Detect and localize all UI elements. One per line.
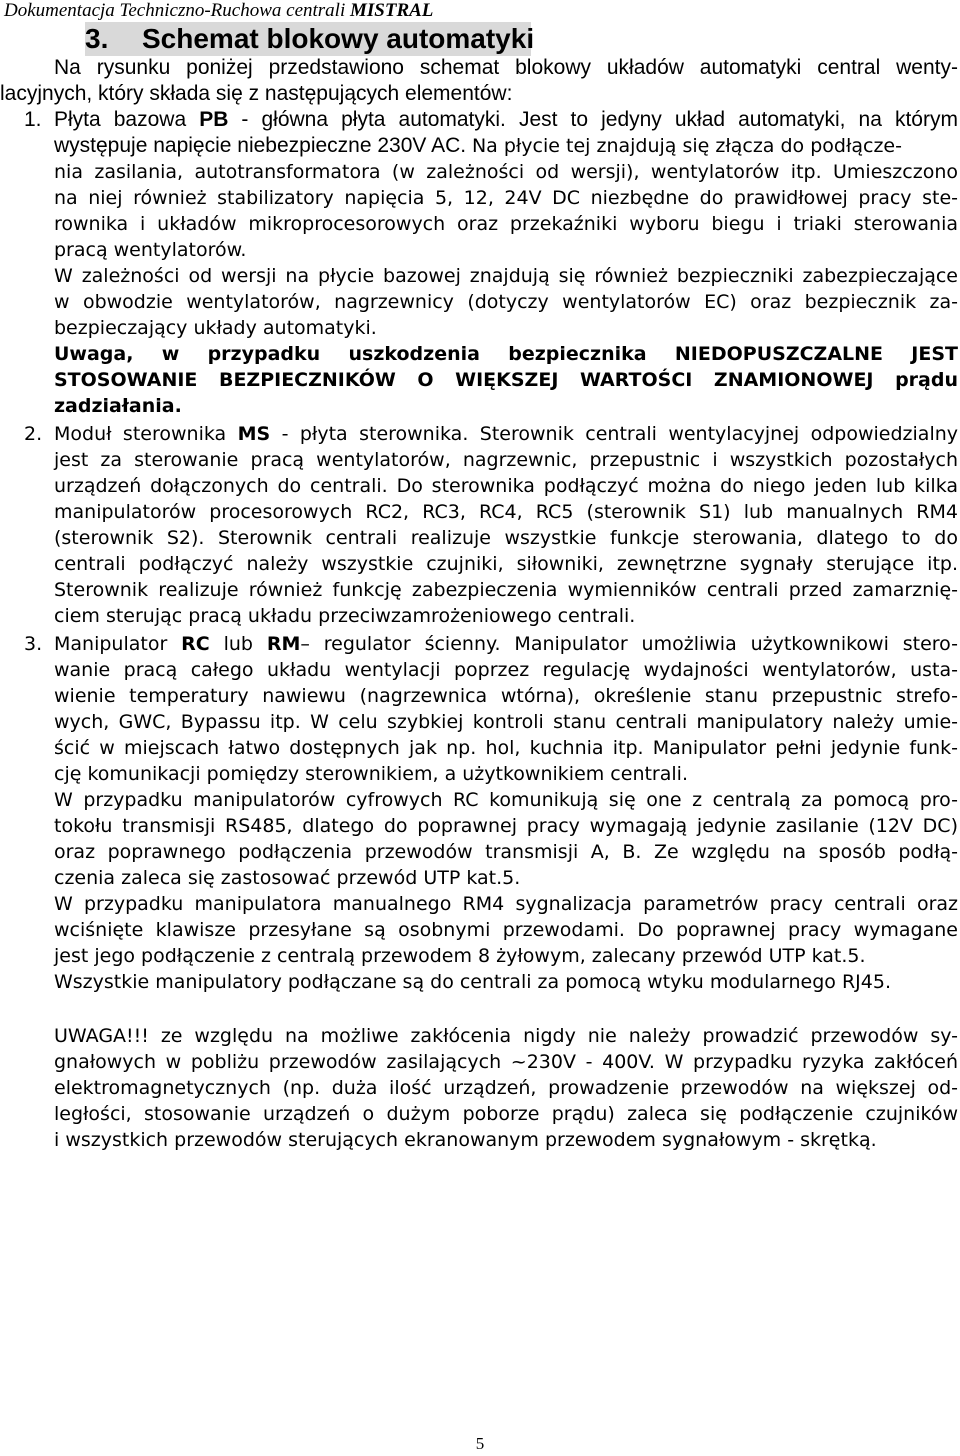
code-ms: MS <box>237 423 271 445</box>
item-1-line-7: W zależności od wersji na płycie bazowej znajdują się również bezpieczniki zabezpieczające <box>54 265 958 287</box>
general-warning-line-4: ległości, stosowanie urządzeń o dużym poborze prądu) zaleca się podłączenie czujników <box>54 1103 958 1125</box>
item-3-line-13: jest jego podłączenie z centralą przewodem 8 żyłowym, zalecany przewód UTP kat.5. <box>54 945 866 967</box>
header-text: Dokumentacja Techniczno-Ruchowa centrali <box>4 0 350 21</box>
general-warning-line-2: gnałowych w pobliżu przewodów zasilających ~230V - 400V. W przypadku ryzyka zakłóceń <box>54 1051 958 1073</box>
item-1-number: 1. <box>24 108 42 131</box>
item-3-line-6: cję komunikacji pomiędzy sterownikiem, a użytkownikiem centrali. <box>54 763 688 785</box>
item-2-line-2: jest za sterowanie pracą wentylatorów, nagrzewnic, przepustnic i wszystkich pozostałych <box>54 449 958 471</box>
item-2-line-8: ciem sterując pracą układu przeciwzamrożeniowego centrali. <box>54 605 636 627</box>
general-warning-line-3: elektromagnetycznych (np. duża ilość urządzeń, prowadzenie przewodów na większej od- <box>54 1077 958 1099</box>
section-title: Schemat blokowy automatyki <box>142 23 535 54</box>
intro-line-1: Na rysunku poniżej przedstawiono schemat blokowy układów automatyki central wenty- <box>54 56 958 79</box>
item-3-line-3: wienie temperatury nawiewu (nagrzewnica wtórna), określenie stanu przepustnic strefo- <box>54 685 958 707</box>
page-number: 5 <box>475 1434 485 1453</box>
item-2-line-3: urządzeń dołączonych do centrali. Do sterownika podłączyć można do niego jeden lub kilka <box>54 475 958 497</box>
item-3-number: 3. <box>24 633 43 655</box>
general-warning-line-1: UWAGA!!! ze względu na możliwe zakłócenia nigdy nie należy prowadzić przewodów sy- <box>54 1025 958 1047</box>
fuse-warning-line-1: Uwaga, w przypadku uszkodzenia bezpiecznika NIEDOPUSZCZALNE JEST <box>54 343 958 365</box>
code-rm: RM <box>266 633 301 655</box>
item-2-line-5: (sterownik S2). Sterownik centrali realizuje wszystkie funkcje sterowania, dlatego to do <box>54 527 958 549</box>
general-warning-line-5: i wszystkich przewodów sterujących ekranowanym przewodem sygnałowym - skrętką. <box>54 1129 877 1151</box>
item-1-line-9: bezpieczający układy automatyki. <box>54 317 377 339</box>
header-brand: MISTRAL <box>349 0 434 21</box>
item-1-line-1: Płyta bazowa PB - główna płyta automatyki. Jest to jedyny układ automatyki, na którym <box>54 108 958 131</box>
item-1-line-5: rownika i układów mikroprocesorowych oraz przekaźniki wyboru biegu i triaki sterowania <box>54 213 958 235</box>
item-3-line-5: ścić w miejscach łatwo dostępnych jak np. hol, kuchnia itp. Manipulator pełni jedynie funk- <box>54 737 958 759</box>
item-3-line-2: wanie pracą całego układu wentylacji poprzez regulację wydajności wentylatorów, usta- <box>54 659 958 681</box>
item-3-line-12: wciśnięte klawisze przesyłane są osobnymi przewodami. Do poprawnej pracy wymagane <box>54 919 958 941</box>
code-pb: PB <box>199 108 229 131</box>
item-1-line-8: w obwodzie wentylatorów, nagrzewnicy (dotyczy wentylatorów EC) oraz bezpiecznik za- <box>54 291 958 313</box>
item-3-line-10: czenia zaleca się zastosować przewód UTP kat.5. <box>54 867 521 889</box>
item-2-line-6: centrali podłączyć należy wszystkie czujniki, siłowniki, zewnętrzne sygnały sterujące itp. <box>54 553 958 575</box>
item-2-line-1: Moduł sterownika MS - płyta sterownika. Sterownik centrali wentylacyjnej odpowiedzialny <box>54 423 959 445</box>
item-3-line-7: W przypadku manipulatorów cyfrowych RC komunikują się one z centralą za pomocą pro- <box>54 789 958 811</box>
page-header <box>4 0 433 22</box>
item-3-line-8: tokołu transmisji RS485, dlatego do poprawnej pracy wymagają jedynie zasilanie (12V DC) <box>54 815 958 837</box>
item-2-number: 2. <box>24 423 43 445</box>
item-3-line-11: W przypadku manipulatora manualnego RM4 sygnalizacja parametrów pracy centrali oraz <box>54 893 958 915</box>
code-rc: RC <box>181 633 210 655</box>
fuse-warning-line-2: STOSOWANIE BEZPIECZNIKÓW O WIĘKSZEJ WARTOŚCI ZNAMIONOWEJ prądu <box>54 369 958 391</box>
section-number: 3. <box>85 23 109 54</box>
item-3-line-14: Wszystkie manipulatory podłączane są do centrali za pomocą wtyku modularnego RJ45. <box>54 971 891 993</box>
intro-line-2: lacyjnych, który składa się z następujących elementów: <box>0 82 513 105</box>
item-2-line-4: manipulatorów procesorowych RC2, RC3, RC4, RC5 (sterownik S1) lub manualnych RM4 <box>54 501 958 523</box>
item-1-line-3: nia zasilania, autotransformatora (w zależności od wersji), wentylatorów itp. Umieszczono <box>54 161 958 183</box>
item-1-line-6: pracą wentylatorów. <box>54 239 247 261</box>
item-1-line-4: na niej również stabilizatory napięcia 5, 12, 24V DC niezbędne do prawidłowej pracy ste- <box>54 187 958 209</box>
item-3-line-4: wych, GWC, Bypassu itp. W celu szybkiej kontroli stanu centrali manipulatory należy umie- <box>54 711 958 733</box>
item-1-line-2: występuje napięcie niebezpieczne 230V AC. Na płycie tej znajdują się złącza do podłącze- <box>54 134 902 157</box>
item-3-line-1: Manipulator RC lub RM– regulator ścienny. Manipulator umożliwia użytkownikowi stero- <box>54 633 958 655</box>
fuse-warning-line-3: zadziałania. <box>54 395 182 417</box>
item-3-line-9: oraz poprawnego podłączenia przewodów transmisji A, B. Ze względu na sposób podłą- <box>54 841 958 863</box>
item-2-line-7: Sterownik realizuje również funkcję zabezpieczenia wymienników centrali przed zamarznię- <box>54 579 958 601</box>
section-heading <box>85 22 535 56</box>
